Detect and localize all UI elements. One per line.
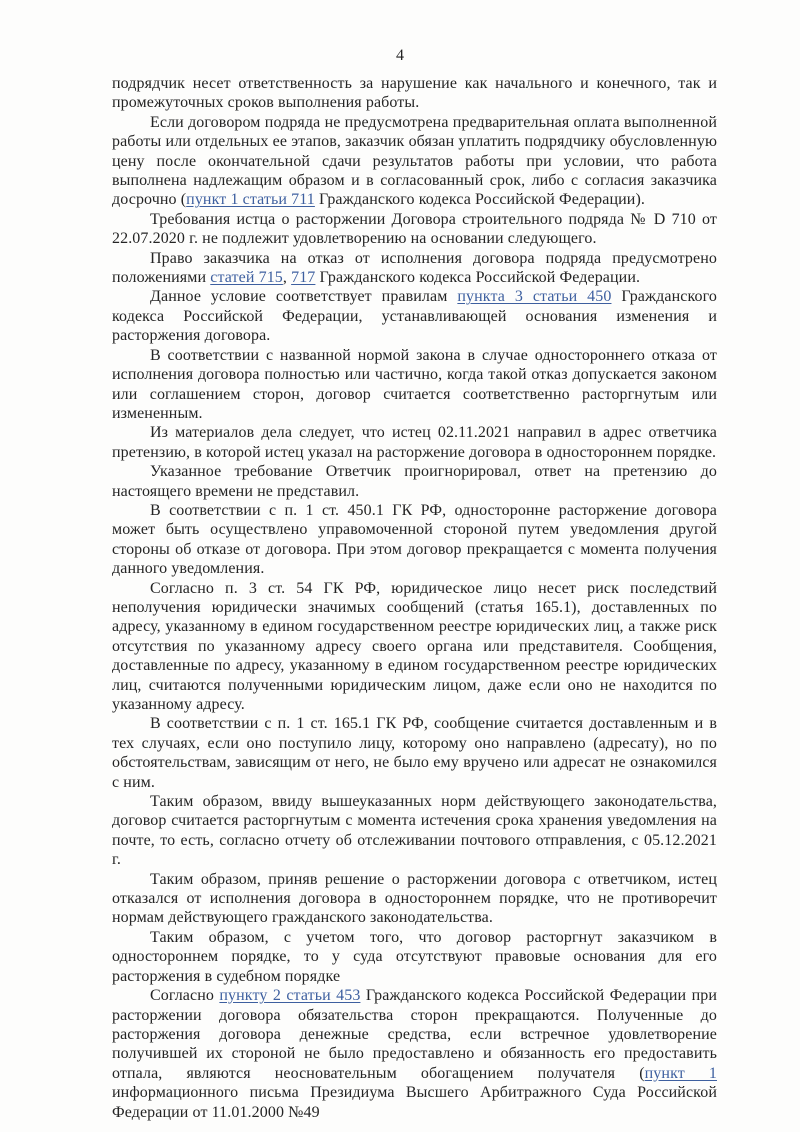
paragraph <box>112 287 717 345</box>
paragraph <box>112 346 717 424</box>
text-run: Право заказчика на отказ от исполнения договора подряда предусмотрено положениями <box>112 249 717 287</box>
text-run: Таким образом, с учетом того, что договор расторгнут заказчиком в одностороннем порядке, то у суда отсутствуют правовые основания для его расторжения в судебном порядке <box>112 928 717 985</box>
paragraph <box>112 210 717 249</box>
page-number: 4 <box>396 47 404 64</box>
paragraph <box>112 714 717 792</box>
text-run: , <box>282 269 292 287</box>
text-run: Из материалов дела следует, что истец 02.11.2021 направил в адрес ответчика претензию, в которой истец указал на расторжение договора в одностороннем порядке. <box>112 424 717 461</box>
text-run: Таким образом, ввиду вышеуказанных норм действующего законодательства, договор считается расторгнутым с момента истечения срока хранения уведомления на почте, то есть, согласно отчету об отслеживании почтового отправления, с 05.12.2021 г. <box>112 793 717 869</box>
paragraph <box>112 113 717 210</box>
legal-reference-link[interactable]: 717 <box>291 269 316 287</box>
paragraph <box>112 792 717 870</box>
text-run: Гражданского кодекса Российской Федерации при расторжении договора обязательства сторон прекращаются. Полученные до расторжения договора денежные средства, если встречное удовлетворение получившей их стороной не было предоставлено и обязанность его предоставить отпала, являются неосновательным обогащением получателя ( <box>112 987 717 1082</box>
text-run: Гражданского кодекса Российской Федерации, устанавливающей основания изменения и расторжения договора. <box>112 288 717 345</box>
text-run: Таким образом, приняв решение о расторжении договора с ответчиком, истец отказался от исполнения договора в одностороннем порядке, что не противоречит нормам действующего гражданского законодательства. <box>112 870 717 927</box>
text-run: информационного письма Президиума Высшего Арбитражного Суда Российской Федерации от 11.01.2000 №49 <box>112 1084 717 1121</box>
legal-reference-link[interactable]: статей 715 <box>210 269 283 287</box>
text-run: Указанное требование Ответчик проигнорировал, ответ на претензию до настоящего времени не представил. <box>112 463 717 500</box>
legal-reference-link[interactable]: пункту 2 статьи 453 <box>219 987 361 1005</box>
text-run: Гражданского кодекса Российской Федерации). <box>314 191 645 209</box>
paragraph <box>112 579 717 715</box>
text-run: Согласно <box>150 987 220 1005</box>
text-run: Данное условие соответствует правилам <box>150 288 458 306</box>
text-run: подрядчик несет ответственность за нарушение как начального и конечного, так и промежуточных сроков выполнения работы. <box>112 75 717 112</box>
legal-reference-link[interactable]: пункта 3 статьи 450 <box>457 288 612 306</box>
document-text <box>112 74 717 1122</box>
paragraph <box>112 423 717 462</box>
paragraph <box>112 74 717 113</box>
legal-reference-link[interactable]: пункт 1 статьи 711 <box>186 191 315 209</box>
paragraph <box>112 501 717 579</box>
paragraph <box>112 249 717 288</box>
text-run: Требования истца о расторжении Договора строительного подряда № D 710 от 22.07.2020 г. не подлежит удовлетворению на основании следующего. <box>112 210 717 248</box>
text-run: Гражданского кодекса Российской Федерации. <box>315 269 641 287</box>
text-run: Согласно п. 3 ст. 54 ГК РФ, юридическое лицо несет риск последствий неполучения юридически значимых сообщений (статья 165.1), доставленных по адресу, указанному в едином государственном реестре юридических лиц, а также риск отсутствия по указанному адресу своего органа или представителя. Сообщения, доставленные по адресу, указанному в едином государственном реестре юридических лиц, считаются полученными юридическим лицом, даже если оно не находится по указанному адресу. <box>112 579 717 713</box>
legal-reference-link[interactable]: пункт 1 <box>644 1064 717 1082</box>
paragraph <box>112 462 717 501</box>
text-run: В соответствии с п. 1 ст. 165.1 ГК РФ, сообщение считается доставленным и в тех случаях, если оно поступило лицу, которому оно направлено (адресату), но по обстоятельствам, зависящим от него, не было ему вручено или адресат не ознакомился с ним. <box>112 715 717 791</box>
paragraph <box>112 928 717 986</box>
text-run: Если договором подряда не предусмотрена предварительная оплата выполненной работы или отдельных ее этапов, заказчик обязан уплатить подрядчику обусловленную цену после окончательной сдачи результатов работы при условии, что работа выполнена надлежащим образом и в согласованный срок, либо с согласия заказчика досрочно ( <box>112 113 717 209</box>
paragraph <box>112 986 717 1122</box>
text-run: В соответствии с названной нормой закона в случае одностороннего отказа от исполнения договора полностью или частично, когда такой отказ допускается законом или соглашением сторон, договор считается соответственно расторгнутым или измененным. <box>112 346 717 422</box>
text-run: В соответствии с п. 1 ст. 450.1 ГК РФ, односторонне расторжение договора может быть осуществлено управомоченной стороной путем уведомления другой стороны об отказе от договора. При этом договор прекращается с момента получения данного уведомления. <box>112 501 717 578</box>
paragraph <box>112 870 717 928</box>
